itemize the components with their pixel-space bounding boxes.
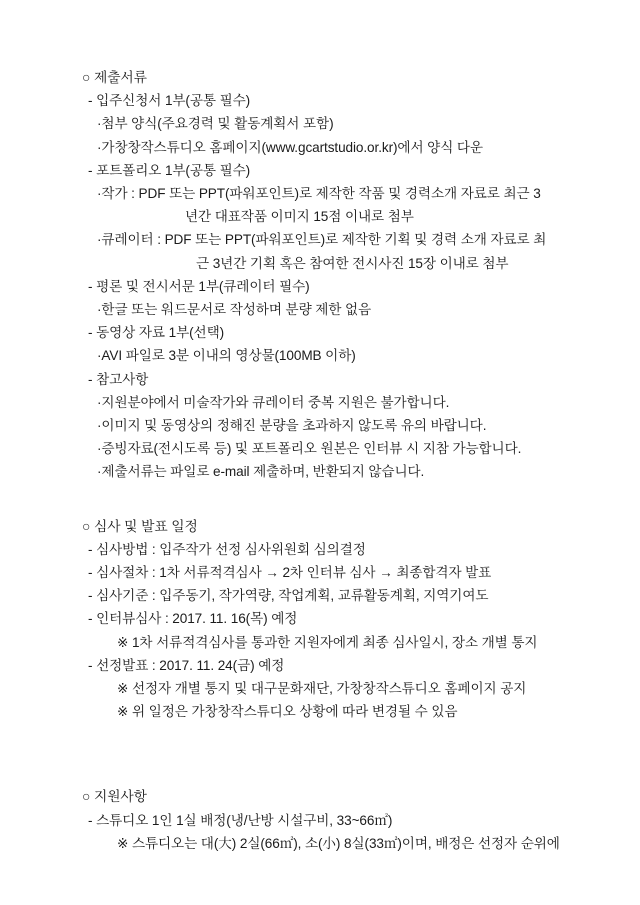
list-item-continuation: 근 3년간 기획 혹은 참여한 전시사진 15장 이내로 첨부 [196, 255, 509, 271]
list-item: ·첨부 양식(주요경력 및 활동계획서 포함) [97, 116, 334, 132]
list-item: ·이미지 및 동영상의 정해진 분량을 초과하지 않도록 유의 바랍니다. [97, 418, 487, 434]
section-spacer [0, 723, 640, 785]
section-heading: ○ 제출서류 [82, 70, 147, 85]
list-item: ·지원분야에서 미술작가와 큐레이터 중복 지원은 불가합니다. [97, 394, 450, 410]
list-item: - 스튜디오 1인 1실 배정(냉/난방 시설구비, 33~66㎡) [88, 812, 393, 828]
list-item: - 심사방법 : 입주작가 선정 심사위원회 심의결정 [88, 541, 366, 557]
list-item: ·제출서류는 파일로 e-mail 제출하며, 반환되지 않습니다. [97, 464, 425, 480]
section-submission-documents [0, 66, 640, 484]
document-body [0, 66, 640, 855]
list-item: ·작가 : PDF 또는 PPT(파워포인트)로 제작한 작품 및 경력소개 자료로 최근 3 [97, 186, 541, 202]
list-item: - 심사절차 : 1차 서류적격심사 → 2차 인터뷰 심사 → 최종합격자 발표 [88, 565, 492, 581]
note-item: ※ 1차 서류적격심사를 통과한 지원자에게 최종 심사일시, 장소 개별 통지 [117, 634, 538, 650]
list-item: - 입주신청서 1부(공통 필수) [88, 93, 251, 109]
note-item: ※ 선정자 개별 통지 및 대구문화재단, 가창창작스튜디오 홈페이지 공지 [117, 681, 527, 697]
note-item: ※ 위 일정은 가창창작스튜디오 상황에 따라 변경될 수 있음 [117, 704, 458, 720]
list-item: ·한글 또는 워드문서로 작성하며 분량 제한 없음 [97, 302, 372, 318]
note-item: ※ 스튜디오는 대(大) 2실(66㎡), 소(小) 8실(33㎡)이며, 배정은 선정자 순위에 [117, 835, 560, 851]
list-item: - 선정발표 : 2017. 11. 24(금) 예정 [88, 657, 285, 673]
section-review-schedule [0, 515, 640, 724]
list-item: ·가창창작스튜디오 홈페이지(www.gcartstudio.or.kr)에서 양식 다운 [97, 139, 483, 155]
section-heading: ○ 심사 및 발표 일정 [82, 518, 198, 534]
section-heading: ○ 지원사항 [82, 789, 147, 805]
list-item: - 포트폴리오 1부(공통 필수) [88, 162, 251, 178]
list-item: - 인터뷰심사 : 2017. 11. 16(목) 예정 [88, 611, 298, 627]
list-item: ·AVI 파일로 3분 이내의 영상물(100MB 이하) [97, 348, 356, 364]
list-item: - 심사기준 : 입주동기, 작가역량, 작업계획, 교류활동계획, 지역기여도 [88, 588, 489, 604]
list-item: - 평론 및 전시서문 1부(큐레이터 필수) [88, 278, 310, 294]
list-item: - 참고사항 [88, 371, 149, 387]
list-item-continuation: 년간 대표작품 이미지 15점 이내로 첨부 [185, 209, 414, 225]
section-support-details [0, 785, 640, 855]
list-item: ·증빙자료(전시도록 등) 및 포트폴리오 원본은 인터뷰 시 지참 가능합니다. [97, 441, 522, 457]
list-item: ·큐레이터 : PDF 또는 PPT(파워포인트)로 제작한 기획 및 경력 소개 자료로 최 [97, 232, 547, 248]
list-item: - 동영상 자료 1부(선택) [88, 325, 225, 341]
section-spacer [0, 484, 640, 515]
